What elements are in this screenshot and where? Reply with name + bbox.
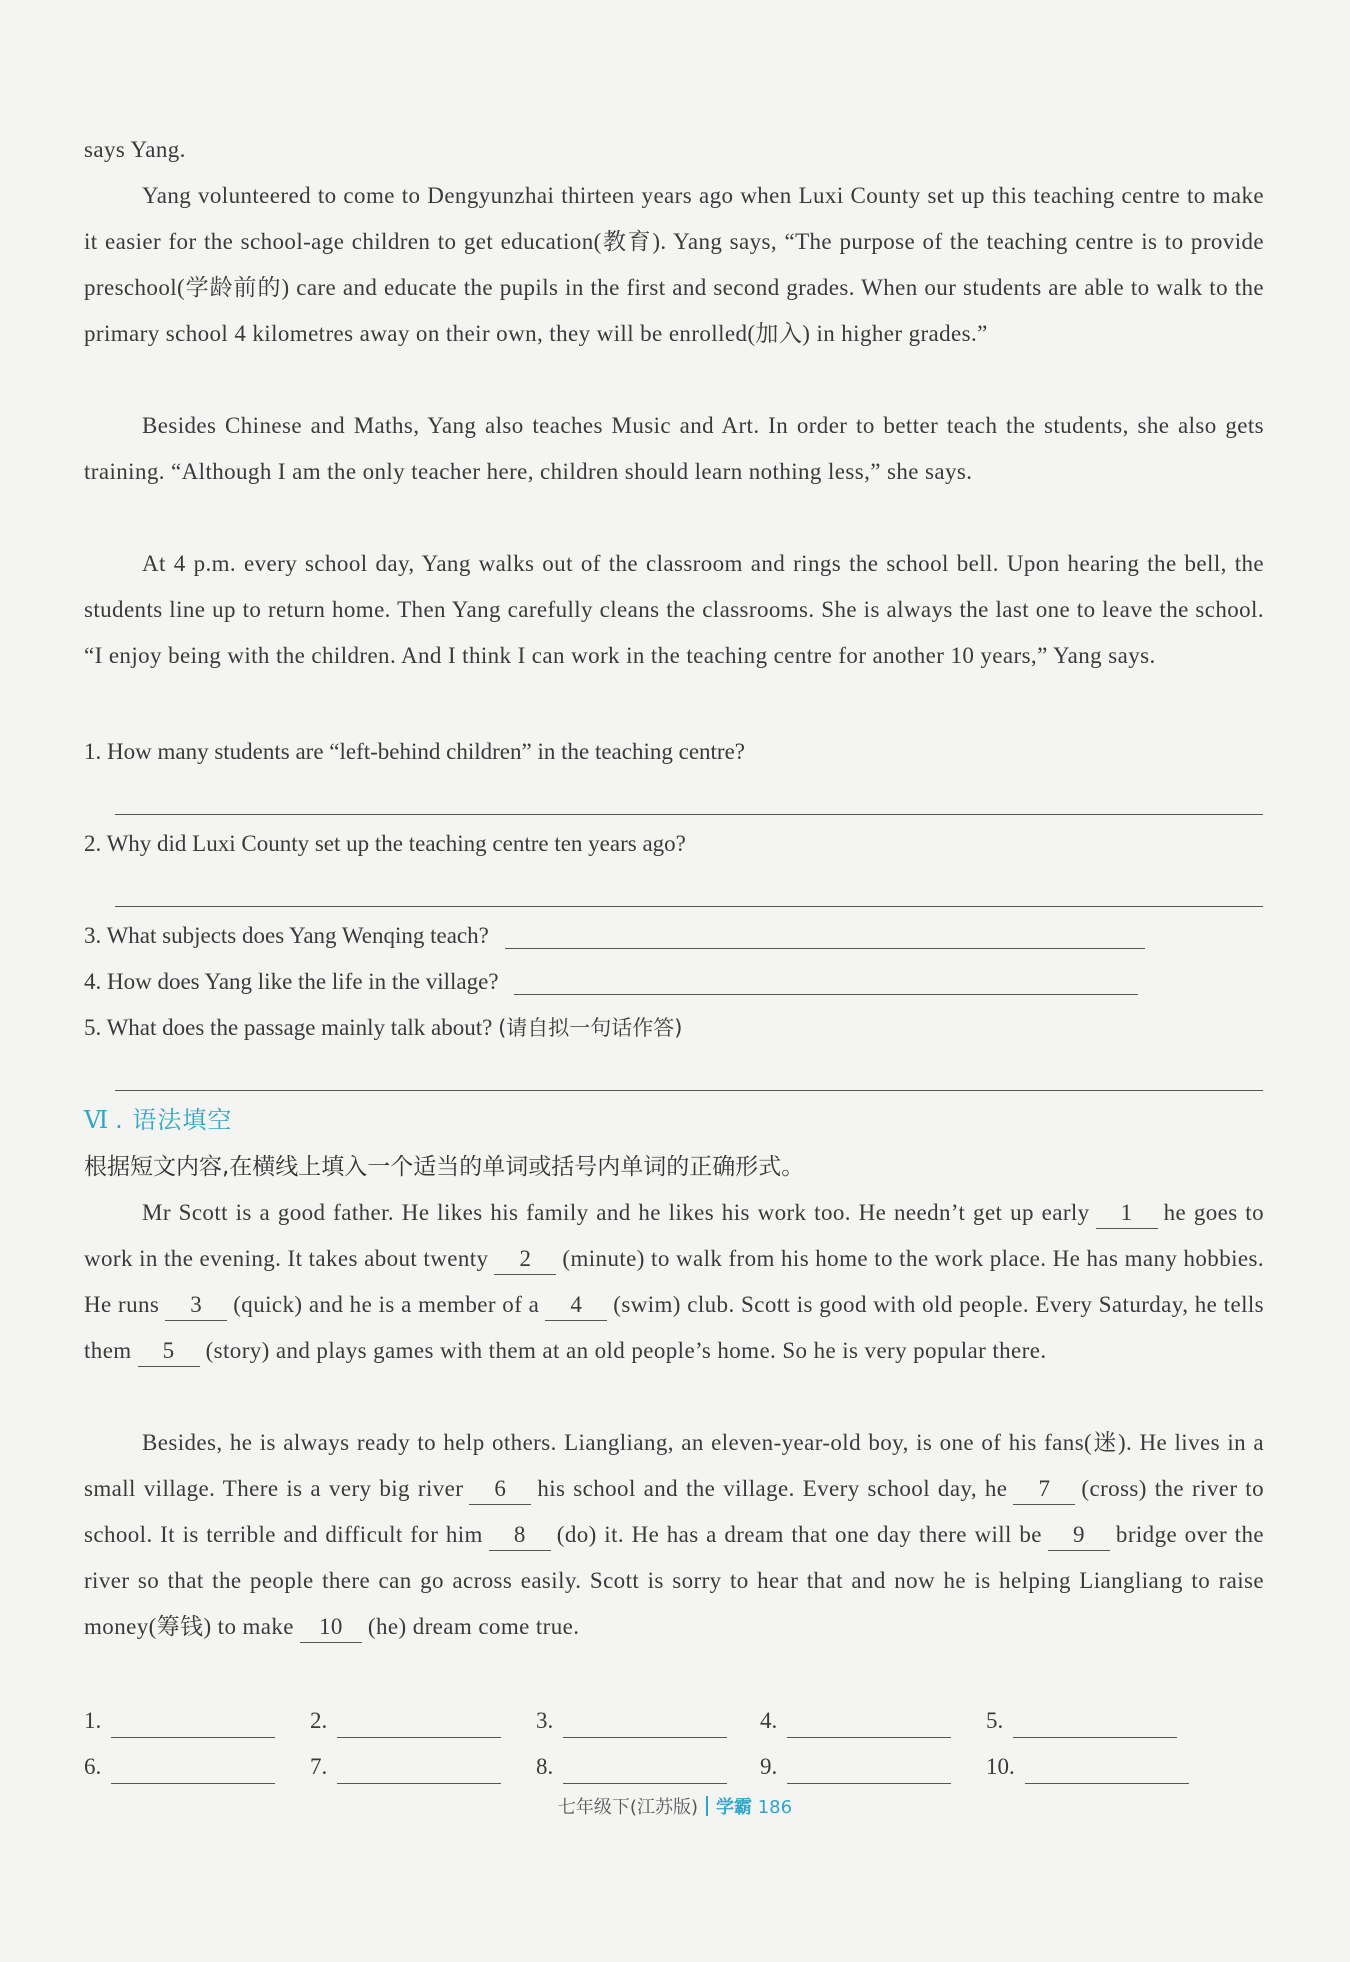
cloze-blank-10[interactable]: 10 bbox=[300, 1612, 362, 1643]
answer-number: 8. bbox=[536, 1754, 554, 1779]
answer-line-2[interactable] bbox=[115, 906, 1263, 907]
answer-slot bbox=[310, 1744, 501, 1790]
cloze-text: (quick) and he is a member of a bbox=[233, 1292, 540, 1317]
cloze-text: Mr Scott is a good father. He likes his family and he likes his work too. He needn’t get up early bbox=[142, 1200, 1090, 1225]
answer-number: 7. bbox=[310, 1754, 328, 1779]
cloze-text: Besides, he is always ready to help others. Liangliang, an eleven-year-old boy, is one of his fans(迷). He lives in a small village. There is a very big river bbox=[84, 1430, 1264, 1501]
question-2: 2. Why did Luxi County set up the teaching centre ten years ago? bbox=[84, 831, 686, 856]
question-5-note: (请自拟一句话作答) bbox=[498, 1016, 683, 1040]
cloze-blank-4[interactable]: 4 bbox=[545, 1290, 607, 1321]
section-heading bbox=[84, 1098, 232, 1142]
cloze-blank-9[interactable]: 9 bbox=[1048, 1520, 1110, 1551]
answer-line-1[interactable] bbox=[115, 814, 1263, 815]
cloze-text: (swim) club. Scott is good with old people. Every Saturday, he tells them bbox=[84, 1292, 1264, 1363]
answer-slot bbox=[760, 1744, 951, 1790]
cloze-text: (story) and plays games with them at an old people’s home. So he is very popular there. bbox=[205, 1338, 1047, 1363]
answer-slot bbox=[84, 1698, 275, 1744]
cloze-text: his school and the village. Every school day, he bbox=[537, 1476, 1008, 1501]
cloze-paragraph-1 bbox=[84, 1190, 1264, 1374]
section-title: . 语法填空 bbox=[115, 1106, 233, 1134]
footer-separator bbox=[706, 1796, 708, 1816]
cloze-blank-1[interactable]: 1 bbox=[1096, 1198, 1158, 1229]
answer-line[interactable] bbox=[111, 1709, 275, 1738]
answer-slot bbox=[536, 1744, 727, 1790]
answer-line[interactable] bbox=[787, 1755, 951, 1784]
answer-number: 10. bbox=[986, 1754, 1015, 1779]
section-instruction: 根据短文内容,在横线上填入一个适当的单词或括号内单词的正确形式。 bbox=[84, 1154, 805, 1180]
passage-paragraph-3: At 4 p.m. every school day, Yang walks out of the classroom and rings the school bell. Upon hearing the bell, the students line up to return home. Then Yang carefully cleans the classrooms. She is always the last one to leave the school. “I enjoy being with the children. And I think I can work in the teaching centre for another 10 years,” Yang says. bbox=[84, 551, 1264, 668]
cloze-text: (do) it. He has a dream that one day there will be bbox=[556, 1522, 1042, 1547]
answer-line[interactable] bbox=[1025, 1755, 1189, 1784]
cloze-blank-8[interactable]: 8 bbox=[489, 1520, 551, 1551]
passage-line-closing: says Yang. bbox=[84, 137, 186, 162]
question-5-text: 5. What does the passage mainly talk about? bbox=[84, 1015, 493, 1040]
answer-line-5[interactable] bbox=[115, 1090, 1263, 1091]
cloze-text: (minute) to walk from his home to the work place. He has many hobbies. He runs bbox=[84, 1246, 1264, 1317]
answer-slot bbox=[760, 1698, 951, 1744]
answer-number: 9. bbox=[760, 1754, 778, 1779]
cloze-text: (he) dream come true. bbox=[367, 1614, 580, 1639]
answer-line[interactable] bbox=[1013, 1709, 1177, 1738]
cloze-blank-7[interactable]: 7 bbox=[1013, 1474, 1075, 1505]
answer-slot bbox=[986, 1744, 1189, 1790]
cloze-text: he goes to work in the evening. It takes about twenty bbox=[84, 1200, 1264, 1271]
page-footer bbox=[0, 1793, 1350, 1819]
question-1: 1. How many students are “left-behind children” in the teaching centre? bbox=[84, 739, 745, 764]
footer-brand: 学霸 bbox=[715, 1797, 752, 1818]
answer-slot bbox=[84, 1744, 275, 1790]
answer-line[interactable] bbox=[337, 1709, 501, 1738]
answer-number: 5. bbox=[986, 1708, 1004, 1733]
answer-line[interactable] bbox=[337, 1755, 501, 1784]
answer-line[interactable] bbox=[563, 1755, 727, 1784]
cloze-text: (cross) the river to school. It is terrible and difficult for him bbox=[84, 1476, 1265, 1547]
answer-slot bbox=[310, 1698, 501, 1744]
question-3 bbox=[84, 913, 1264, 959]
answer-line[interactable] bbox=[111, 1755, 275, 1784]
cloze-text: bridge over the river so that the people there can go across easily. Scott is sorry to hear that and now he is helping Liangliang to raise money(筹钱) to make bbox=[84, 1522, 1264, 1639]
answer-number: 3. bbox=[536, 1708, 554, 1733]
answer-slot bbox=[986, 1698, 1177, 1744]
answer-number: 1. bbox=[84, 1708, 102, 1733]
cloze-blank-2[interactable]: 2 bbox=[494, 1244, 556, 1275]
question-3-text: 3. What subjects does Yang Wenqing teach? bbox=[84, 923, 489, 948]
answer-number: 4. bbox=[760, 1708, 778, 1733]
question-4-text: 4. How does Yang like the life in the village? bbox=[84, 969, 499, 994]
cloze-blank-6[interactable]: 6 bbox=[469, 1474, 531, 1505]
answer-line[interactable] bbox=[563, 1709, 727, 1738]
section-number: Ⅵ bbox=[84, 1106, 110, 1134]
answer-number: 2. bbox=[310, 1708, 328, 1733]
passage-paragraph-2: Besides Chinese and Maths, Yang also teaches Music and Art. In order to better teach the students, she also gets training. “Although I am the only teacher here, children should learn nothing less,” she says. bbox=[84, 413, 1264, 484]
answer-line-4[interactable] bbox=[514, 968, 1138, 995]
answer-line[interactable] bbox=[787, 1709, 951, 1738]
passage-paragraph-1: Yang volunteered to come to Dengyunzhai thirteen years ago when Luxi County set up this teaching centre to make it easier for the school-age children to get education(教育). Yang says, “The purpose of the teaching centre is to provide preschool(学龄前的) care and educate the pupils in the first and second grades. When our students are able to walk to the primary school 4 kilometres away on their own, they will be enrolled(加入) in higher grades.” bbox=[84, 183, 1264, 346]
cloze-paragraph-2 bbox=[84, 1420, 1264, 1650]
page-number: 186 bbox=[757, 1797, 793, 1818]
question-4 bbox=[84, 959, 1264, 1005]
answer-slot bbox=[536, 1698, 727, 1744]
footer-grade: 七年级下(江苏版) bbox=[557, 1797, 698, 1818]
cloze-blank-3[interactable]: 3 bbox=[165, 1290, 227, 1321]
question-5 bbox=[84, 1005, 1264, 1051]
cloze-blank-5[interactable]: 5 bbox=[138, 1336, 200, 1367]
answer-number: 6. bbox=[84, 1754, 102, 1779]
answer-line-3[interactable] bbox=[505, 922, 1145, 949]
